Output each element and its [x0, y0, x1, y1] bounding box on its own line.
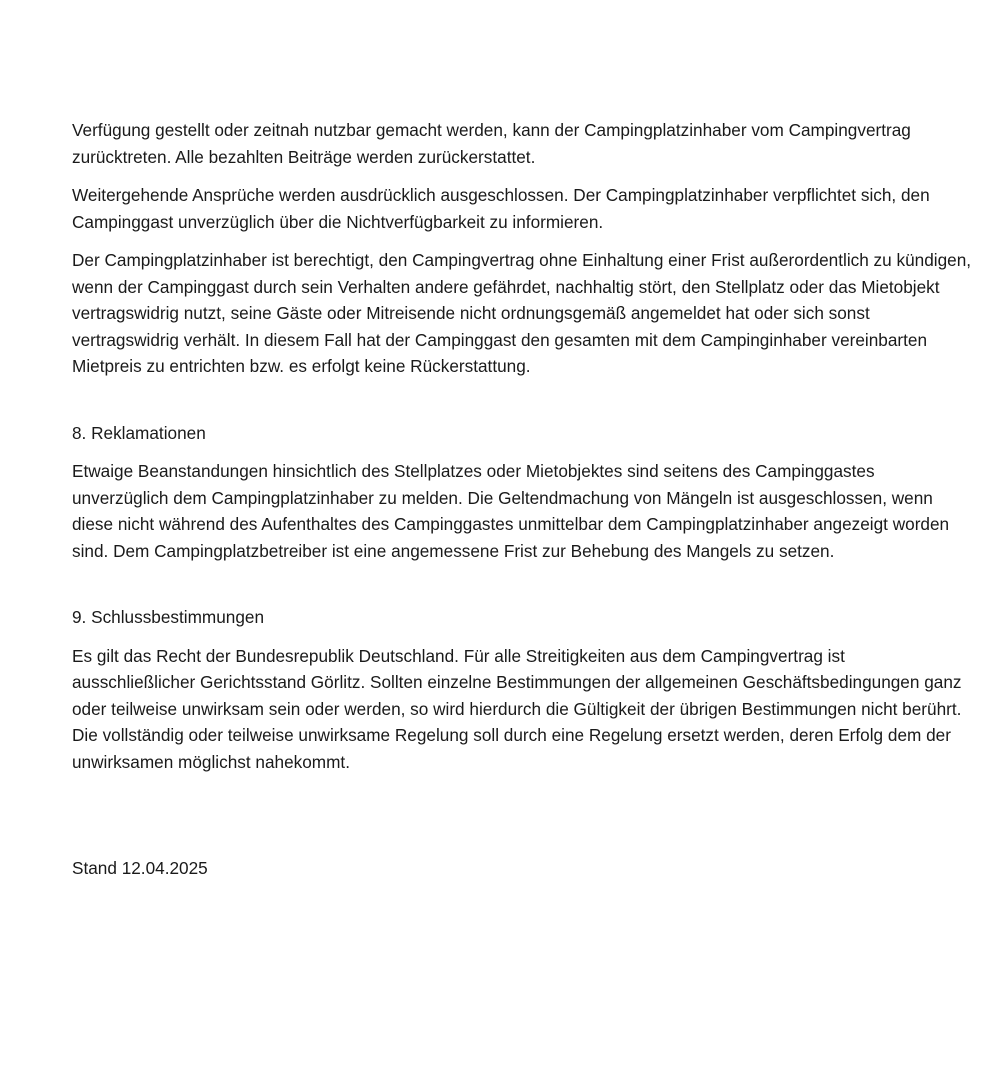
- document-date: Stand 12.04.2025: [72, 858, 208, 878]
- section-heading-schlussbestimmungen: 9. Schlussbestimmungen: [72, 607, 265, 627]
- paragraph-reklamationen: Etwaige Beanstandungen hinsichtlich des Stellplatzes oder Mietobjektes sind seitens des Campinggastes unverzüglich dem Campingplatzinhaber zu melden. Die Geltendmachung von Mängeln ist ausgeschlossen, wenn diese nicht während des Aufenthaltes des Campinggastes unmittelbar dem Campingplatzinhaber angezeigt worden sind. Dem Campingplatzbetreiber ist eine angemessene Frist zur Behebung des Mangels zu setzen.: [72, 461, 950, 561]
- paragraph-withdrawal: Verfügung gestellt oder zeitnah nutzbar gemacht werden, kann der Campingplatzinhaber vom Campingvertrag zurücktreten. Alle bezahlten Beiträge werden zurückerstattet.: [72, 120, 911, 167]
- paragraph-schlussbestimmungen: Es gilt das Recht der Bundesrepublik Deutschland. Für alle Streitigkeiten aus dem Campingvertrag ist ausschließlicher Gerichtsstand Görlitz. Sollten einzelne Bestimmungen der allgemeinen Geschäftsbedingungen ganz oder teilweise unwirksam sein oder werden, so wird hierdurch die Gültigkeit der übrigen Bestimmungen nicht berührt. Die vollständig oder teilweise unwirksame Regelung soll durch eine Regelung ersetzt werden, deren Erfolg dem der unwirksamen möglichst nahekommt.: [72, 645, 962, 772]
- document-page: [72, 117, 972, 882]
- section-heading-reklamationen: 8. Reklamationen: [72, 422, 206, 443]
- paragraph-further-claims: Weitergehende Ansprüche werden ausdrücklich ausgeschlossen. Der Campingplatzinhaber verpflichtet sich, den Campinggast unverzüglich über die Nichtverfügbarkeit zu informieren.: [72, 185, 930, 232]
- paragraph-termination: Der Campingplatzinhaber ist berechtigt, den Campingvertrag ohne Einhaltung einer Frist außerordentlich zu kündigen, wenn der Campinggast durch sein Verhalten andere gefährdet, nachhaltig stört, den Stellplatz oder das Mietobjekt vertragswidrig nutzt, seine Gäste oder Mitreisende nicht ordnungsgemäß angemeldet hat oder sich sonst vertragswidrig verhält. In diesem Fall hat der Campinggast den gesamten mit dem Campinginhaber vereinbarten Mietpreis zu entrichten bzw. es erfolgt keine Rückerstattung.: [72, 250, 972, 376]
